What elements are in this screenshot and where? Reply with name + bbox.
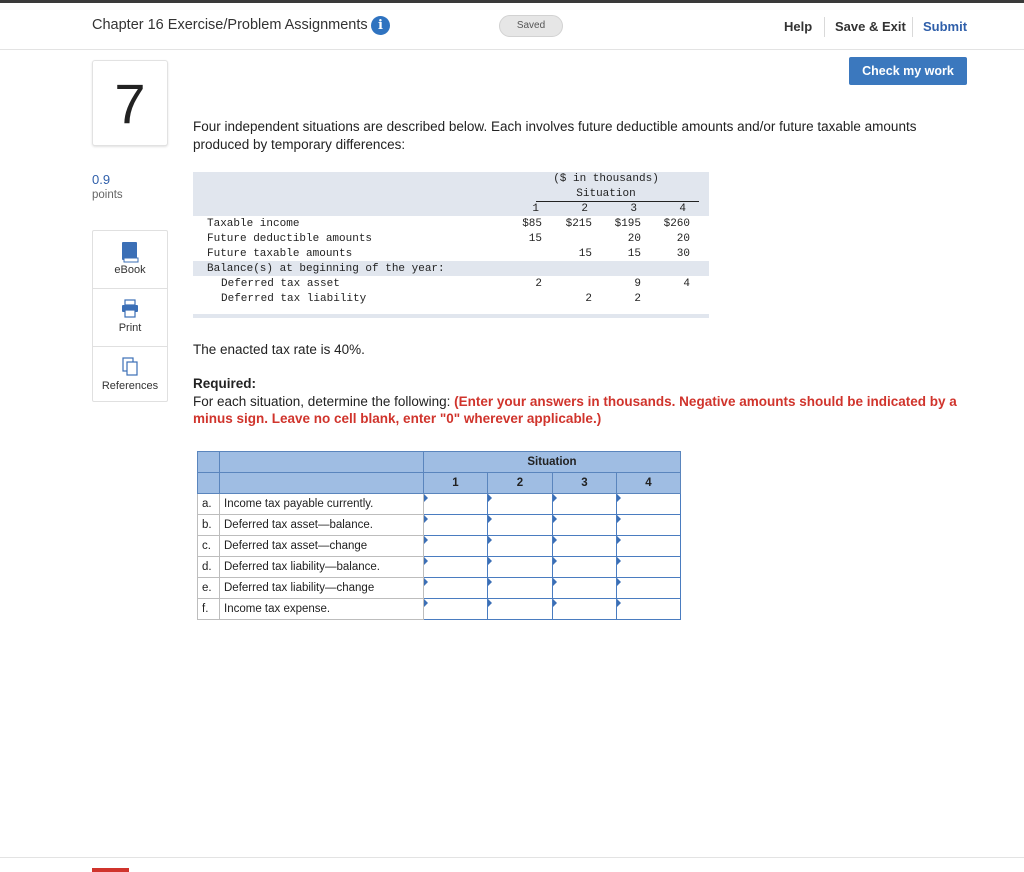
submit-link[interactable]: Submit [923,19,968,34]
answer-cell [424,578,488,599]
column-header-2: 2 [488,473,553,494]
assignment-title: Chapter 16 Exercise/Problem Assignments [92,17,368,33]
ebook-label: eBook [114,264,146,276]
required-instructions [193,393,973,427]
references-button[interactable] [93,347,167,404]
references-label: References [101,380,159,392]
answer-instruction: (Enter your answers in thousands. Negative amounts should be indicated by a minus sign. Leave no cell blank, enter "0" wherever applicable.) [193,394,957,426]
row-label: Balance(s) at beginning of the year: [207,263,445,275]
answer-input[interactable] [488,579,552,598]
column-header-1: 1 [424,473,488,494]
cell-value: 30 [676,248,690,260]
answer-cell [617,494,681,515]
cell-value: $215 [565,218,592,230]
cell-value: 9 [634,278,641,290]
brand-logo-mark [92,868,129,872]
cell-value: $260 [663,218,690,230]
row-letter: f. [198,599,220,620]
save-exit-link[interactable]: Save & Exit [835,19,906,34]
tax-rate-statement: The enacted tax rate is 40%. [193,342,365,357]
row-letter: a. [198,494,220,515]
column-header-1: 1 [532,203,539,215]
cell-value: 4 [683,278,690,290]
header-divider [912,17,913,37]
answer-input[interactable] [488,495,552,514]
answer-cell [553,494,617,515]
answer-input[interactable] [617,600,680,619]
answer-input[interactable] [424,600,487,619]
cell-value: 2 [634,293,641,305]
answer-input[interactable] [553,600,616,619]
answer-cell [553,515,617,536]
column-header-2: 2 [581,203,588,215]
answer-cell [424,536,488,557]
table-row [198,578,681,599]
row-label: Future taxable amounts [207,248,353,260]
points-label: points [92,189,123,201]
header-cell [220,452,424,473]
answer-input[interactable] [553,495,616,514]
answer-input[interactable] [617,495,680,514]
table-row [198,515,681,536]
answer-cell [488,557,553,578]
header-cell [198,452,220,473]
cell-value: $85 [522,218,542,230]
answer-cell [424,494,488,515]
row-label: Future deductible amounts [207,233,373,245]
row-label: Income tax payable currently. [220,494,424,515]
help-link[interactable]: Help [784,19,813,34]
column-header-4: 4 [679,203,686,215]
answer-input[interactable] [553,537,616,556]
answer-input[interactable] [553,579,616,598]
header-bar [0,3,1024,50]
cell-value: 20 [627,233,641,245]
row-label: Deferred tax asset—balance. [220,515,424,536]
book-icon [121,241,139,263]
answer-input[interactable] [488,558,552,577]
answer-input[interactable] [553,558,616,577]
answer-cell [617,515,681,536]
answer-input[interactable] [617,537,680,556]
answer-cell [553,536,617,557]
answer-cell [617,599,681,620]
cell-value: 15 [578,248,592,260]
row-letter: d. [198,557,220,578]
cell-value: 2 [535,278,542,290]
row-label: Taxable income [207,218,300,230]
answer-cell [424,599,488,620]
answer-cell [553,578,617,599]
column-header-3: 3 [630,203,637,215]
row-label: Deferred tax asset—change [220,536,424,557]
answer-cell [553,557,617,578]
required-heading: Required: [193,376,257,391]
answer-cell [488,515,553,536]
required-text: For each situation, determine the following: [193,394,455,409]
resources-sidebar [92,230,168,402]
question-number-card [92,60,168,146]
question-number: 7 [114,72,146,135]
row-letter: c. [198,536,220,557]
cell-value: 2 [585,293,592,305]
table-row [198,599,681,620]
answer-cell [617,536,681,557]
row-label: Deferred tax liability—change [220,578,424,599]
answer-input[interactable] [617,579,680,598]
answer-cell [488,578,553,599]
header-cell [198,473,220,494]
column-header-4: 4 [617,473,681,494]
info-icon[interactable]: i [371,16,390,35]
row-letter: e. [198,578,220,599]
column-header-3: 3 [553,473,617,494]
situation-heading: Situation [576,188,636,200]
row-label: Deferred tax asset [221,278,340,290]
cell-value: 20 [676,233,690,245]
table-row [198,494,681,515]
header-divider [824,17,825,37]
answer-input[interactable] [424,558,487,577]
table-bottom-bar [193,314,709,318]
given-data-table [193,172,709,320]
row-label: Income tax expense. [220,599,424,620]
answer-input[interactable] [424,537,487,556]
header-cell [220,473,424,494]
check-my-work-button[interactable]: Check my work [849,57,967,85]
footer-divider [0,857,1024,858]
situation-header: Situation [424,452,681,473]
answer-input[interactable] [617,558,680,577]
row-label: Deferred tax liability [221,293,367,305]
answer-cell [424,557,488,578]
answer-input[interactable] [488,516,552,535]
answer-cell [424,515,488,536]
answer-input[interactable] [488,537,552,556]
answer-input[interactable] [488,600,552,619]
answer-cell [488,494,553,515]
answer-table [197,451,681,620]
problem-intro: Four independent situations are described below. Each involves future deductible amounts and/or future taxable amounts produced by temporary differences: [193,119,917,152]
answer-cell [488,599,553,620]
printer-icon [121,299,139,319]
documents-icon [121,357,139,377]
answer-cell [553,599,617,620]
unit-note: ($ in thousands) [553,173,659,185]
answer-cell [617,557,681,578]
answer-cell [617,578,681,599]
row-label: Deferred tax liability—balance. [220,557,424,578]
points-value: 0.9 [92,172,111,187]
answer-input[interactable] [617,516,680,535]
cell-value: $195 [614,218,641,230]
saved-status-badge: Saved [499,15,563,37]
row-letter: b. [198,515,220,536]
answer-input[interactable] [424,495,487,514]
ebook-button[interactable] [93,231,167,288]
answer-cell [488,536,553,557]
answer-input[interactable] [553,516,616,535]
print-label: Print [118,322,142,334]
cell-value: 15 [528,233,542,245]
cell-value: 15 [627,248,641,260]
table-row [198,557,681,578]
print-button[interactable] [93,289,167,346]
answer-input[interactable] [424,516,487,535]
answer-input[interactable] [424,579,487,598]
table-row [198,536,681,557]
